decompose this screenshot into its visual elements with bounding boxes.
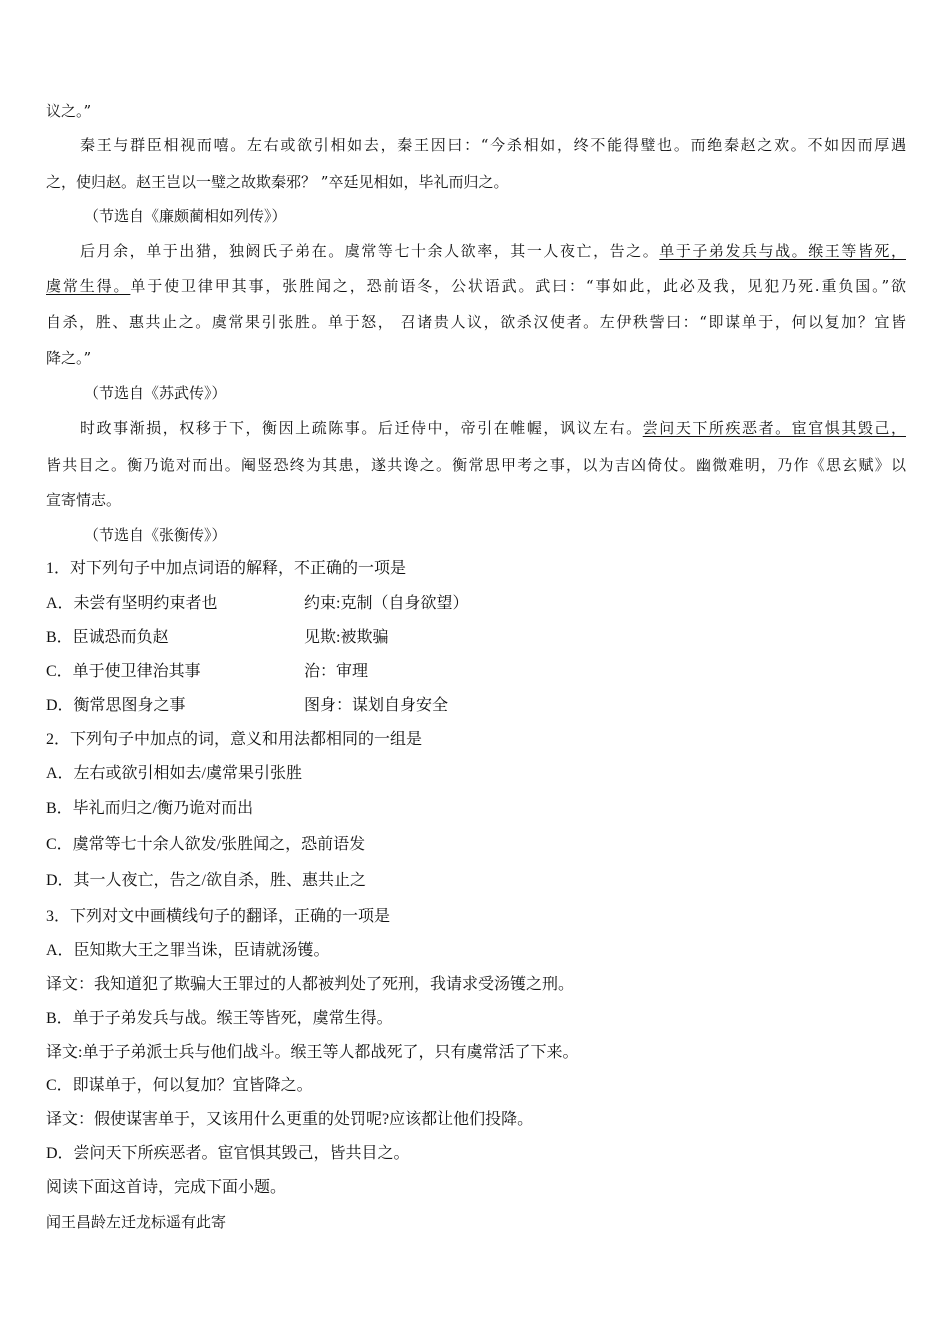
question-1-option-c: C．单于使卫律治其事 治：审理 <box>46 663 369 680</box>
passage-line: 秦王与群臣相视而嘻。左右或欲引相如去，秦王因曰：“今杀相如，终不能得璧也。而绝秦赵之欢。不如因而厚遇 <box>80 136 906 154</box>
poem-title: 闻王昌龄左迁龙标遥有此寄 <box>46 1213 227 1231</box>
question-3-translation-c: 译文：假使谋害单于，又该用什么更重的处罚呢?应该都让他们投降。 <box>46 1111 534 1128</box>
question-1-stem: 1．对下列句子中加点词语的解释，不正确的一项是 <box>46 560 407 577</box>
source-note-suwu: （节选自《苏武传》） <box>84 384 227 402</box>
passage-line: 虞常生得。单于使卫律甲其事，张胜闻之，恐前语冬，公状语武。武曰：“事如此，此必及我，见犯乃死.重负国。”欲 <box>46 277 906 295</box>
underlined-sentence: 虞常生得。 <box>46 277 131 295</box>
source-note-zhangheng: （节选自《张衡传》） <box>84 526 227 544</box>
question-3-option-a: A．臣知欺大王之罪当诛，臣请就汤镬。 <box>46 942 330 959</box>
passage-line: 之，使归赵。赵王岂以一璧之故欺秦邪？ ”卒廷见相如，毕礼而归之。 <box>46 173 509 191</box>
question-3-translation-a: 译文：我知道犯了欺骗大王罪过的人都被判处了死刑，我请求受汤镬之刑。 <box>46 976 575 993</box>
passage-line: 宣寄情志。 <box>46 491 122 509</box>
passage-line: 后月余，单于出猎，独阏氏子弟在。虞常等七十余人欲率，其一人夜亡，告之。单于子弟发兵与战。缑王等皆死， <box>80 242 906 260</box>
question-3-option-b: B．单于子弟发兵与战。缑王等皆死，虞常生得。 <box>46 1010 393 1027</box>
question-3-translation-b: 译文:单于子弟派士兵与他们战斗。缑王等人都战死了，只有虞常活了下来。 <box>46 1044 579 1061</box>
passage-line: 皆共目之。衡乃诡对而出。阉竖恐终为其患，遂共谗之。衡常思甲考之事，以为吉凶倚仗。幽微难明，乃作《思玄赋》以 <box>46 456 906 474</box>
underlined-sentence: 单于子弟发兵与战。缑王等皆死， <box>659 242 906 260</box>
question-3-stem: 3．下列对文中画横线句子的翻译，正确的一项是 <box>46 908 391 925</box>
question-1-option-d: D．衡常思图身之事 图身：谋划自身安全 <box>46 697 449 714</box>
passage-line: 自杀，胜、惠共止之。虞常果引张胜。单于怒， 召诸贵人议，欲杀汉使者。左伊秩訾曰：“即谋单于，何以复加？宜皆 <box>46 313 906 331</box>
question-3-option-d: D．尝问天下所疾恶者。宦官惧其毁己，皆共目之。 <box>46 1145 410 1162</box>
question-2-option-b: B．毕礼而归之/衡乃诡对而出 <box>46 800 254 817</box>
passage-line: 降之。” <box>46 349 92 367</box>
question-1-option-b: B．臣诚恐而负赵 见欺:被欺骗 <box>46 629 389 646</box>
underlined-sentence: 尝问天下所疾恶者。宦官惧其毁己， <box>642 419 906 437</box>
question-2-option-a: A．左右或欲引相如去/虞常果引张胜 <box>46 765 303 782</box>
poem-instruction: 阅读下面这首诗，完成下面小题。 <box>46 1179 287 1196</box>
question-2-stem: 2．下列句子中加点的词，意义和用法都相同的一组是 <box>46 731 423 748</box>
passage-line: 议之。” <box>46 102 92 120</box>
passage-line: 时政事渐损，权移于下，衡因上疏陈事。后迁侍中，帝引在帷幄，讽议左右。尝问天下所疾恶者。宦官惧其毁己， <box>80 419 906 437</box>
question-3-option-c: C．即谋单于，何以复加？宜皆降之。 <box>46 1077 313 1094</box>
question-2-option-d: D．其一人夜亡，告之/欲自杀，胜、惠共止之 <box>46 872 367 889</box>
question-1-option-a: A．未尝有坚明约束者也 约束:克制（自身欲望） <box>46 595 469 612</box>
question-2-option-c: C．虞常等七十余人欲发/张胜闻之，恐前语发 <box>46 836 366 853</box>
source-note-lianpo: （节选自《廉颇蔺相如列传》） <box>84 207 287 225</box>
